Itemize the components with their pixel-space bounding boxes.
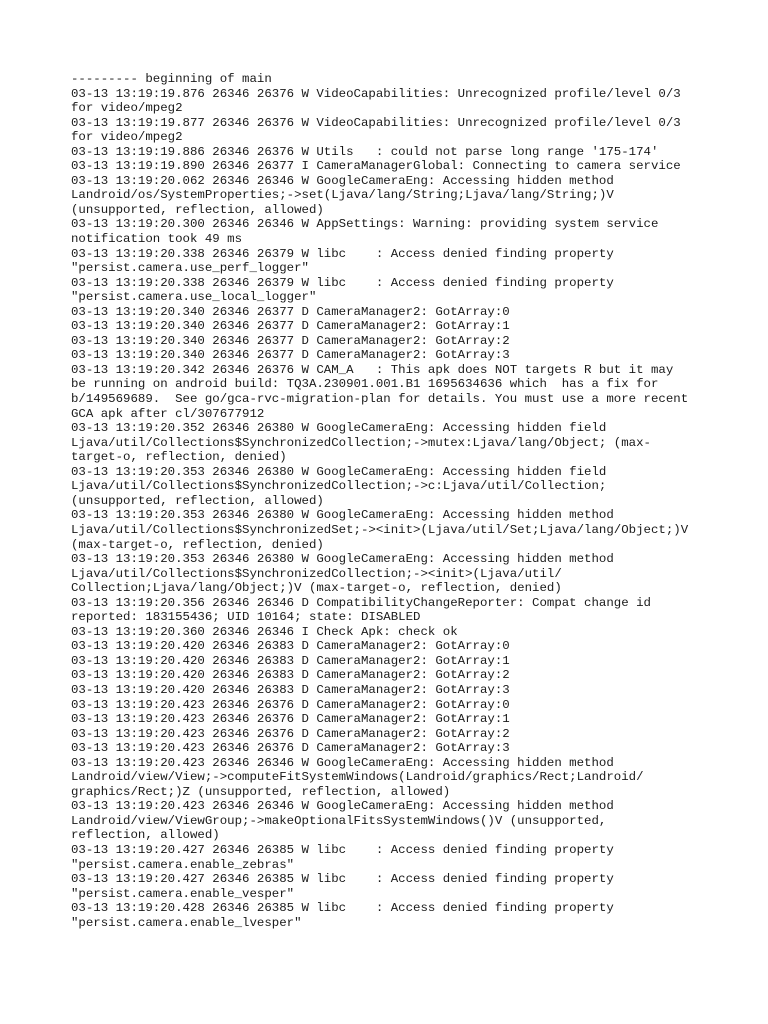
log-line: 03-13 13:19:20.338 26346 26379 W libc : Access denied finding property — [71, 275, 614, 290]
log-line: "persist.camera.use_perf_logger" — [71, 261, 309, 276]
log-line: Landroid/view/ViewGroup;->makeOptionalFitsSystemWindows()V (unsupported, — [71, 813, 607, 828]
log-line: 03-13 13:19:20.420 26346 26383 D CameraManager2: GotArray:3 — [71, 682, 510, 697]
log-line: 03-13 13:19:20.342 26346 26376 W CAM_A : This apk does NOT targets R but it may — [71, 362, 674, 377]
log-line: 03-13 13:19:20.420 26346 26383 D CameraManager2: GotArray:1 — [71, 653, 510, 668]
log-line: notification took 49 ms — [71, 232, 243, 247]
log-page — [71, 72, 711, 930]
log-line: for video/mpeg2 — [71, 130, 183, 145]
log-line: Collection;Ljava/lang/Object;)V (max-target-o, reflection, denied) — [71, 581, 562, 596]
log-line: for video/mpeg2 — [71, 101, 183, 116]
log-line: --------- beginning of main — [71, 72, 272, 86]
log-line: 03-13 13:19:20.340 26346 26377 D CameraManager2: GotArray:0 — [71, 304, 510, 319]
log-line: Ljava/util/Collections$SynchronizedCollection;->c:Ljava/util/Collection; — [71, 479, 607, 494]
log-line: 03-13 13:19:19.876 26346 26376 W VideoCapabilities: Unrecognized profile/level 0/3 — [71, 86, 681, 101]
log-line: Ljava/util/Collections$SynchronizedCollection;-><init>(Ljava/util/ — [71, 566, 562, 581]
log-line: Landroid/os/SystemProperties;->set(Ljava/lang/String;Ljava/lang/String;)V — [71, 188, 614, 203]
log-line: Landroid/view/View;->computeFitSystemWindows(Landroid/graphics/Rect;Landroid/ — [71, 770, 644, 785]
log-line: GCA apk after cl/307677912 — [71, 406, 265, 421]
log-line: (max-target-o, reflection, denied) — [71, 537, 324, 552]
log-line: 03-13 13:19:20.300 26346 26346 W AppSettings: Warning: providing system service — [71, 217, 659, 232]
log-line: Ljava/util/Collections$SynchronizedSet;-><init>(Ljava/util/Set;Ljava/lang/Object;)V — [71, 522, 689, 537]
log-line: 03-13 13:19:20.420 26346 26383 D CameraManager2: GotArray:0 — [71, 639, 510, 654]
log-line: "persist.camera.enable_vesper" — [71, 886, 295, 901]
log-line: (unsupported, reflection, allowed) — [71, 493, 324, 508]
log-line: Ljava/util/Collections$SynchronizedCollection;->mutex:Ljava/lang/Object; (max- — [71, 435, 651, 450]
log-line: 03-13 13:19:20.340 26346 26377 D CameraManager2: GotArray:3 — [71, 348, 510, 363]
log-line: 03-13 13:19:20.423 26346 26376 D CameraManager2: GotArray:1 — [71, 712, 510, 727]
log-line: target-o, reflection, denied) — [71, 450, 287, 465]
log-line: 03-13 13:19:20.428 26346 26385 W libc : Access denied finding property — [71, 901, 614, 916]
log-line: "persist.camera.enable_lvesper" — [71, 915, 302, 930]
log-line: (unsupported, reflection, allowed) — [71, 202, 324, 217]
log-line: 03-13 13:19:20.423 26346 26376 D CameraManager2: GotArray:2 — [71, 726, 510, 741]
log-line: reflection, allowed) — [71, 828, 220, 843]
log-line: 03-13 13:19:20.340 26346 26377 D CameraManager2: GotArray:2 — [71, 333, 510, 348]
log-line: 03-13 13:19:20.427 26346 26385 W libc : Access denied finding property — [71, 872, 614, 887]
log-line: "persist.camera.use_local_logger" — [71, 290, 317, 305]
log-line: graphics/Rect;)Z (unsupported, reflection, allowed) — [71, 784, 451, 799]
log-line: 03-13 13:19:20.353 26346 26380 W GoogleCameraEng: Accessing hidden method — [71, 552, 614, 567]
log-line: reported: 183155436; UID 10164; state: DISABLED — [71, 610, 421, 625]
log-line: 03-13 13:19:20.423 26346 26346 W GoogleCameraEng: Accessing hidden method — [71, 755, 614, 770]
log-line: 03-13 13:19:20.352 26346 26380 W GoogleCameraEng: Accessing hidden field — [71, 421, 607, 436]
log-line: 03-13 13:19:20.340 26346 26377 D CameraManager2: GotArray:1 — [71, 319, 510, 334]
log-line: 03-13 13:19:20.338 26346 26379 W libc : Access denied finding property — [71, 246, 614, 261]
log-line: 03-13 13:19:20.356 26346 26346 D CompatibilityChangeReporter: Compat change id — [71, 595, 651, 610]
log-line: b/149569689. See go/gca-rvc-migration-plan for details. You must use a more recent — [71, 392, 689, 407]
log-line: 03-13 13:19:20.360 26346 26346 I Check Apk: check ok — [71, 624, 458, 639]
log-line: 03-13 13:19:19.877 26346 26376 W VideoCapabilities: Unrecognized profile/level 0/3 — [71, 115, 681, 130]
log-line: 03-13 13:19:20.427 26346 26385 W libc : Access denied finding property — [71, 842, 614, 857]
log-line: 03-13 13:19:19.890 26346 26377 I CameraManagerGlobal: Connecting to camera service — [71, 159, 681, 174]
log-line: "persist.camera.enable_zebras" — [71, 857, 295, 872]
log-line: 03-13 13:19:20.420 26346 26383 D CameraManager2: GotArray:2 — [71, 668, 510, 683]
log-line: 03-13 13:19:20.062 26346 26346 W GoogleCameraEng: Accessing hidden method — [71, 173, 614, 188]
log-line: 03-13 13:19:20.423 26346 26376 D CameraManager2: GotArray:3 — [71, 741, 510, 756]
log-line: 03-13 13:19:20.353 26346 26380 W GoogleCameraEng: Accessing hidden field — [71, 464, 607, 479]
log-line: 03-13 13:19:19.886 26346 26376 W Utils : could not parse long range '175-174' — [71, 144, 659, 159]
log-line: 03-13 13:19:20.423 26346 26346 W GoogleCameraEng: Accessing hidden method — [71, 799, 614, 814]
log-line: be running on android build: TQ3A.230901.001.B1 1695634636 which has a fix for — [71, 377, 659, 392]
log-line: 03-13 13:19:20.423 26346 26376 D CameraManager2: GotArray:0 — [71, 697, 510, 712]
log-line: 03-13 13:19:20.353 26346 26380 W GoogleCameraEng: Accessing hidden method — [71, 508, 614, 523]
